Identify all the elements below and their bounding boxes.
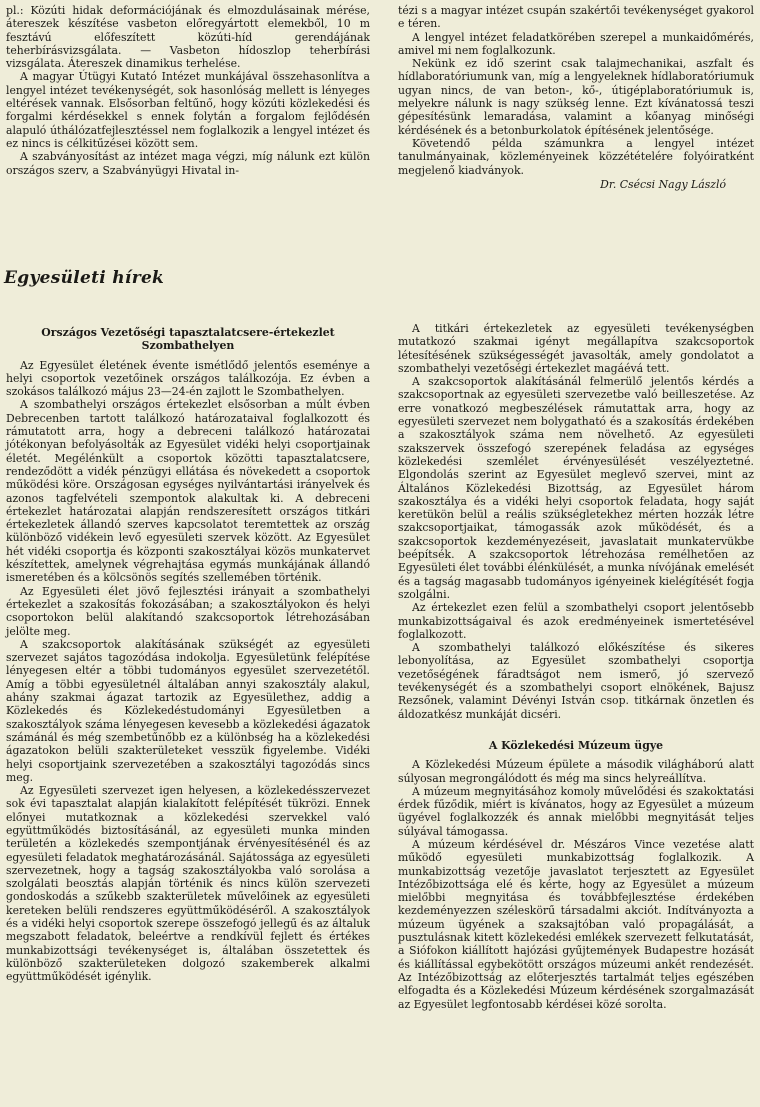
paragraph: tézi s a magyar intézet csupán szakértői tevékenységet gyakorol e téren.: [398, 4, 754, 31]
bottom-right-column: [398, 322, 754, 1011]
paragraph: A szombathelyi országos értekezlet elsősorban a múlt évben Debrecenben tartott találkozó határozataival foglalkozott és rámutatott arra, hogy a debreceni találkozó határozatai jótékonyan befolyásolták az Egyesület vidéki helyi csoportjainak életét. Megélénkült a csoportok közötti tapasztalatcsere, rendeződött a vidék pénzügyi ellátása és növekedett a csoportok működési köre. Országosan egységes nyilvántartási irányelvek és azonos tagfelvételi szempontok alakultak ki. A debreceni értekezlet határozatai alapján rendszeresített országos titkári értekezletek állandó szerves kapcsolatot teremtettek az ország különböző vidékein levő egyesületi szervek között. Az Egyesület hét vidéki csoportja és központi szakosztályai közös munkatervet készítettek, amelynek végrehajtása egymás munkájának állandó ismeretében és a kölcsönös segítés szellemében történik.: [6, 398, 370, 585]
paragraph: Követendő példa számunkra a lengyel intézet tanulmányainak, közleményeinek közzétételére folyóiratként megjelenő kiadványok.: [398, 136, 754, 177]
paragraph: A Közlekedési Múzeum épülete a második világháború alatt súlyosan megrongálódott és még ma sincs helyreállítva.: [398, 758, 754, 785]
paragraph: A magyar Útügyi Kutató Intézet munkájával összehasonlítva a lengyel intézet tevékenységét, sok hasonlóság mellett is lényeges eltérések vannak. Elsősorban feltűnő, hogy közúti közlekedési és forgalmi kérdésekkel s ennek folytán a forgalom fejlődésén alapuló úthálózatfejlesztéssel nem foglalkozik a lengyel intézet és ez nincs is célkitűzései között sem.: [6, 70, 370, 150]
paragraph: A múzeum kérdésével dr. Mészáros Vince vezetése alatt működő egyesületi munkabizottság foglalkozik. A munkabizottság vezetője javaslatot terjesztett az Egyesület Intézőbizottsága elé és kérte, hogy az Egyesület a múzeum mielőbbi megnyitása és továbbfejlesztése érdekében kezdeményezzen széleskörű társadalmi akciót. Indítványozta a múzeum ügyének a szaksajtóban való propagálását, a pusztulásnak kitett közlekedési emlékek szervezett felkutatását, a Siófokon kiállított hajózási gyűjtemények Budapestre hozását és kiállítással egybekötött országos múzeumi ankét rendezését. Az Intézőbizottság az előterjesztés tartalmát teljes egészében elfogadta és a Közlekedési Múzeum kérdésének szorgalmazását az Egyesület legfontosabb kérdései közé sorolta.: [398, 837, 754, 1011]
paragraph: A szabványosítást az intézet maga végzi, míg nálunk ezt külön országos szerv, a Szabványügyi Hivatal in-: [6, 150, 370, 177]
bottom-left-column: [6, 322, 370, 984]
paragraph: Nekünk ez idő szerint csak talajmechanikai, aszfalt és hídlaboratóriumunk van, míg a lengyeleknek hídlaboratóriumuk ugyan nincs, de van beton-, kő-, útigéplaboratóriumuk is, melyekre nálunk is nagy szükség lenne. Ezt kívánatossá teszi gépesítésünk lemaradása, valamint a kőanyag minőségi kérdésének és a betonburkolatok építésének jelentősége.: [398, 57, 754, 137]
paragraph: A szakcsoportok alakításánál felmerülő jelentős kérdés a szakcsoportnak az egyesületi szervezetbe való beilleszetése. Az erre vonatkozó megbeszélések rámutattak arra, hogy az egyesületi szervezet nem bolygatható és a szakosítás érdekében a szakosztályok száma nem növelhető. Az egyesületi szakszervek összefogó szerepének feladása az egységes közlekedési szemlélet érvényesülését veszélyeztetné. Elgondolás szerint az Egyesület meglevő szervei, mint az Általános Közlekedési Bizottság, az Egyesület három szakosztálya és a vidéki helyi csoportok feladata, hogy saját keretükön belül a reális szükségletekhez mérten hozzák létre szakcsoportjaikat, támogassák azok működését, és a szakcsoportok kezdeményezéseit, javaslatait munkatervükbe beépítsék. A szakcsoportok létrehozása remélhetően az Egyesületi élet további élénkülését, a munka nívójának emelését és a tagság magasabb tudományos igényeinek kielégítését fogja szolgálni.: [398, 375, 754, 601]
paragraph: Az Egyesületi élet jövő fejlesztési irányait a szombathelyi értekezlet a szakosítás fokozásában; a szakosztályokon és helyi csoportokon belül alakítandó szakcsoportok létrehozásában jelölte meg.: [6, 584, 370, 638]
paragraph: A szombathelyi találkozó előkészítése és sikeres lebonyolítása, az Egyesület szombathelyi csoportja vezetőségének fáradtságot nem ismerő, jó szervező tevékenységét és a szombathelyi csoport elnökének, Bajusz Rezsőnek, valamint Dévényi István csop. titkárnak önzetlen és áldozatkész munkáját dicséri.: [398, 641, 754, 721]
author-signature: Dr. Csécsi Nagy László: [600, 177, 726, 191]
paragraph: pl.: Közúti hidak deformációjának és elmozdulásainak mérése, átereszek készítése vasbeton előregyártott elemekből, 10 m fesztávú előfeszített közúti-híd gerendájának teherbírásvizsgálata. — Vasbeton hídoszlop teherbírási vizsgálata. Átereszek dinamikus terhelése.: [6, 4, 370, 71]
section-title: Egyesületi hírek: [4, 268, 165, 288]
article-title: Országos Vezetőségi tapasztalatcsere-értekezlet Szombathelyen: [41, 326, 335, 353]
paragraph: A szakcsoportok alakításának szükségét az egyesületi szervezet sajátos tagozódása indokolja. Egyesületünk felépítése lényegesen eltér a többi tudományos egyesület szervezetétől. Amíg a többi egyesületnél általában annyi szakosztály alakul, ahány szakmai ágazat tartozik az Egyesülethez, addig a Közlekedés és Közlekedéstudományi Egyesületben a szakosztályok száma lényegesen kevesebb a közlekedési ágazatok számánál és még szembetűnőbb ez a különbség ha a közlekedési ágazatokon belüli szakterületeket vesszük figyelembe. Vidéki helyi csoportjaink szervezetében a szakosztályi tagozódás sincs meg.: [6, 637, 370, 784]
paragraph: Az Egyesületi szervezet igen helyesen, a közlekedésszervezet sok évi tapasztalat alapján kialakított felépítését tükrözi. Ennek előnyei mutatkoznak a közlekedési szervekkel való együttműködés biztosításánál, az egyesületi munka minden területén a közlekedés szempontjának érvényesítésénél és az egyesületi feladatok meghatározásánál. Sajátossága az egyesületi szervezetnek, hogy a tagság szakosztályokba való sorolása a szolgálati beosztás alapján történik és nincs külön szervezeti gondoskodás a szűkebb szakterületek művelőinek az egyesületi kereteken belüli rendszeres együttműködéséről. A szakosztályok és a vidéki helyi csoportok szerepe összefogó jellegű és az általuk megszabott feladatok, beleértve a rendkívül fejlett és értékes munkabizottsági tevékenységet is, általában összetettek és különböző szakterületeken dolgozó szakemberek alkalmi együttműködését igénylik.: [6, 784, 370, 984]
paragraph: A múzeum megnyitásához komoly művelődési és szakoktatási érdek fűződik, miért is kívánatos, hogy az Egyesület a múzeum ügyével foglalkozzék és annak mielőbbi megnyitását teljes súlyával támogassa.: [398, 784, 754, 838]
top-right-column: [398, 4, 754, 191]
paragraph: Az értekezlet ezen felül a szombathelyi csoport jelentősebb munkabizottságaival és azok eredményeinek ismertetésével foglalkozott.: [398, 601, 754, 641]
paragraph: A lengyel intézet feladatkörében szerepel a munkaidőmérés, amivel mi nem foglalkozunk.: [398, 30, 754, 57]
top-left-column: [6, 4, 370, 177]
article-title: A Közlekedési Múzeum ügye: [488, 738, 664, 752]
paragraph: Az Egyesület életének évente ismétlődő jelentős eseménye a helyi csoportok vezetőinek országos találkozója. Ez évben a szokásos találkozó május 23—24-én zajlott le Szombathelyen.: [6, 358, 370, 399]
paragraph: A titkári értekezletek az egyesületi tevékenységben mutatkozó szakmai igényt megállapítva szakcsoportok létesítésének szükségességét javasolták, amely gondolatot a szombathelyi vezetőségi értekezlet magáévá tett.: [398, 322, 754, 375]
